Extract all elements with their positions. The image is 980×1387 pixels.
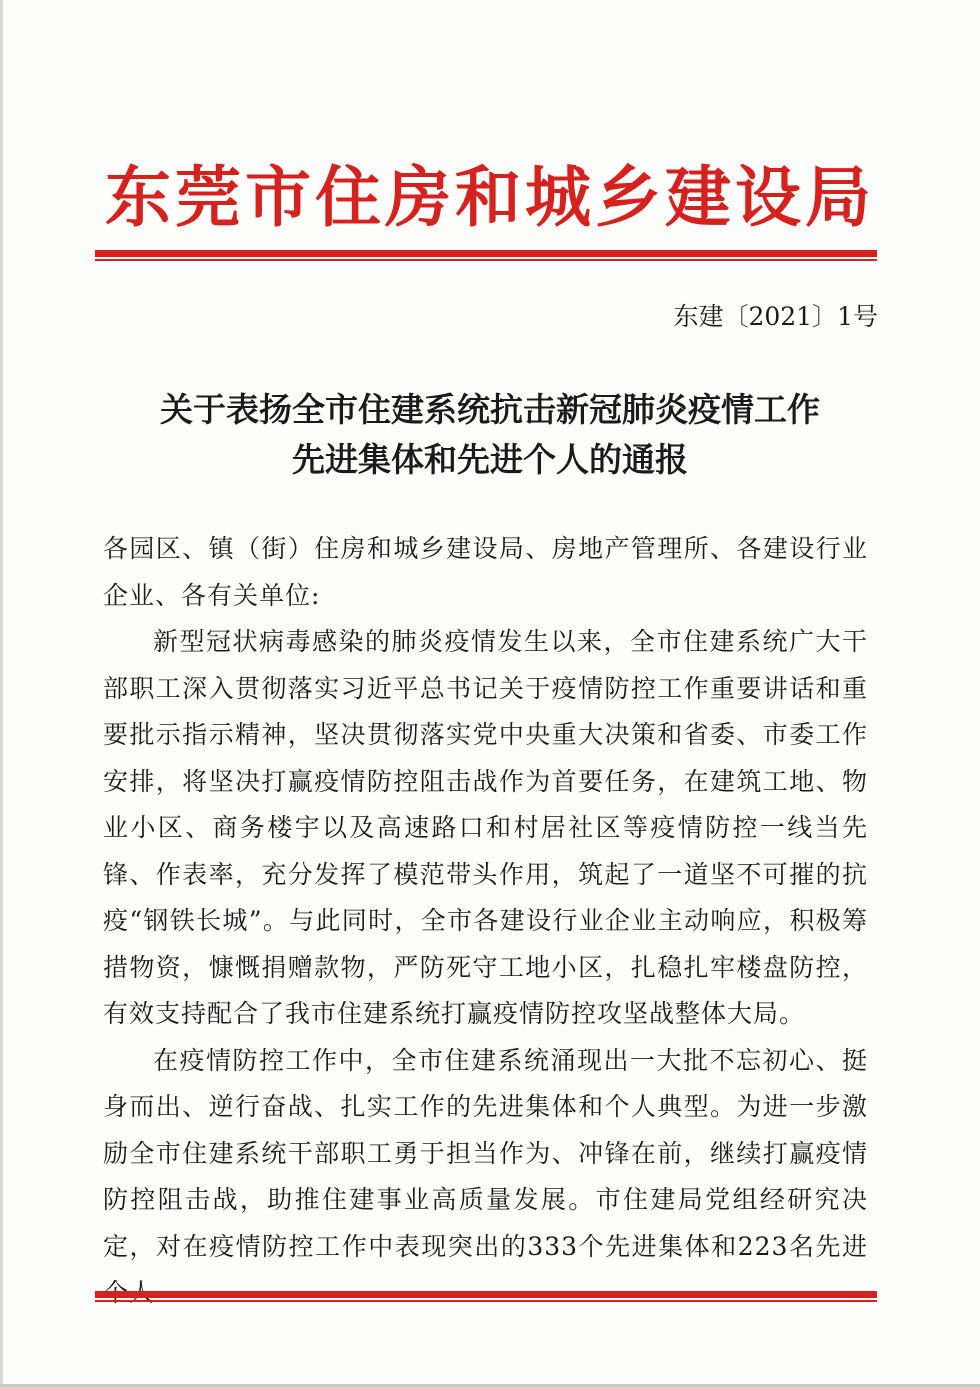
footer-red-rule: [95, 1291, 877, 1298]
document-body: [103, 526, 868, 1317]
document-number: 东建〔2021〕1号: [673, 302, 878, 331]
letterhead-title: 东莞市住房和城乡建设局: [105, 159, 875, 236]
document-title-line-2: 先进集体和先进个人的通报: [292, 440, 688, 479]
salutation: 各园区、镇（街）住房和城乡建设局、房地产管理所、各建设行业企业、各有关单位:: [103, 534, 868, 610]
document-title: [60, 385, 920, 485]
letterhead-red-rule: [95, 250, 877, 257]
body-paragraph-2: 在疫情防控工作中，全市住建系统涌现出一大批不忘初心、挺身而出、逆行奋战、扎实工作的先进集体和个人典型。为进一步激励全市住建系统干部职工勇于担当作为、冲锋在前，继续打赢疫情防控阻击战，助推住建事业高质量发展。市住建局党组经研究决定，对在疫情防控工作中表现突出的333个先进集体和223名先进: [103, 1045, 868, 1261]
document-title-line-1: 关于表扬全市住建系统抗击新冠肺炎疫情工作: [160, 390, 820, 429]
body-paragraph-1: 新型冠状病毒感染的肺炎疫情发生以来，全市住建系统广大干部职工深入贯彻落实习近平总书记关于疫情防控工作重要讲话和重要批示指示精神，坚决贯彻落实党中央重大决策和省委、市委工作安排，将坚决打赢疫情防控阻击战作为首要任务，在建筑工地、物业小区、商务楼宇以及高速路口和村居社区等疫情防控一线当先锋、作表率，充分发挥了模范带头作用，筑起了一道坚不可摧的抗疫“钢铁长城”。与此同时，全市各建设行业企业主动响应，积极筹措物资，慷慨捐赠款物，严防死守工地小区，扎稳扎牢楼盘防控，有效支持配合了我市住建系统打赢疫情防控攻坚战整体大局。: [103, 627, 868, 1028]
